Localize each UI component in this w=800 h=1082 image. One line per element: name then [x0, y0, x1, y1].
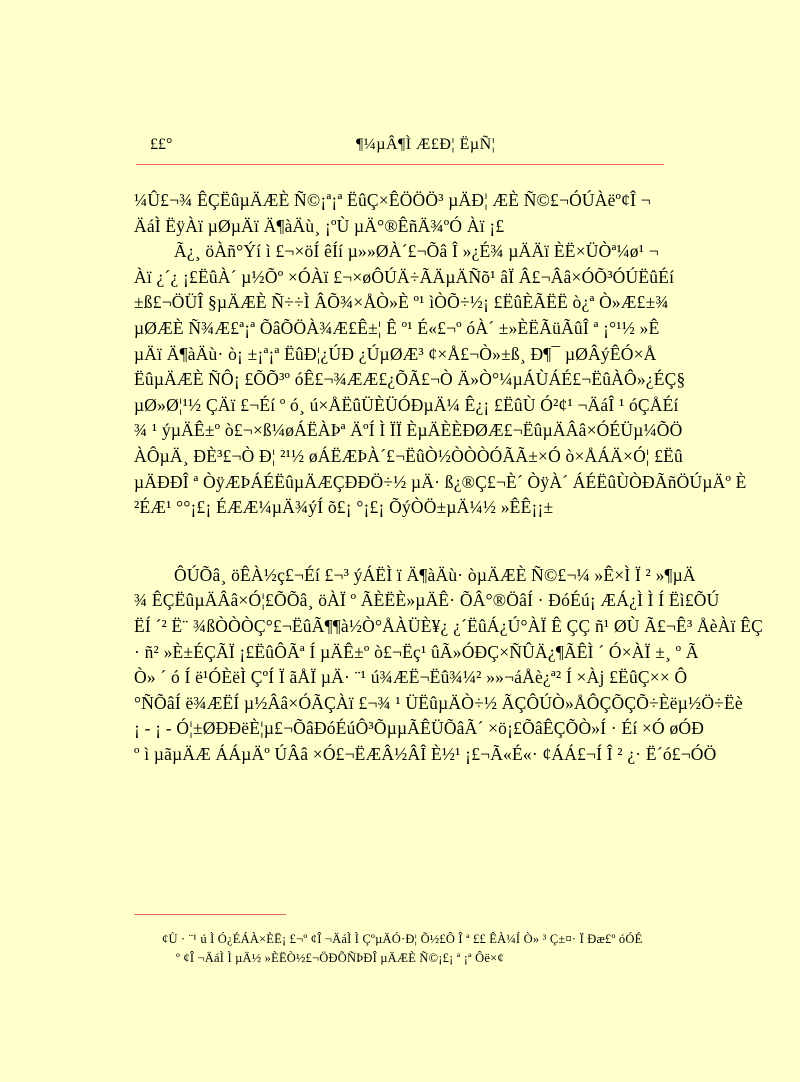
text-line: Ã¿¸ öÀñ°Ýí ì £¬×öÍ êÍí µ»»ØÀ´£¬Õâ Î »¿É¾ µÄÄï ÈË×ÜÒª¼ø¹ ¬ [174, 241, 659, 262]
header-rule [136, 164, 664, 165]
text-line: ÀÔµÄ¸ ÐÈ³£¬Ò Ð¦ ²¹½ øÁËÆÞÀ´£¬ËûÒ½ÒÒÒÓÃÃ±×Ó ò×ÅÁÄ×Ó¦ £Ëû [134, 445, 683, 466]
running-title: ¶¼µÂ¶Ì Æ£Ð¦ ËµÑ¦ [356, 136, 496, 153]
text-line: ²ÉÆ¹ °°¡£¡ ÉÆÆ¼µÄ¾ýÍ õ£¡ °¡£¡ ÕýÒÖ±µÄ¼½ »ÊÊ¡¡± [134, 497, 554, 518]
text-line: Àï ¿´¿ ¡£ËûÀ´ µ½Õº ×ÓÀï £¬×øÔÚÄ÷ÃÄµÄÑõ¹ âÏ Â£¬Ââ×ÓÕ³ÓÚËûÉí [134, 266, 675, 287]
paragraph-spacer [134, 521, 670, 563]
footnote-line: ¢Ù · ¨¹ ú Ì Ó¿ÉÁÀ×ÈË¡ £¬º ¢Î ¬ÄáÌ Ì ÇºµÄÓ·Ð¦ Õ½£Ô Î ª ££ ÊÀ¼Í Ò» ³ Ç±¤· Ï Ðæ£º óÓÉ [162, 932, 643, 946]
text-line: ¾ ¹ ýµÄÊ±º ò£¬×ß¼øÁËÀÞª ÄºÍ Ì ÏÏ ÈµÄÈÈÐØÆ£¬ËûµÄÂâ×ÓÉÜµ¼ÕÖ [134, 420, 683, 441]
text-line: ËûµÄÆÈ ÑÔ¡ £ÕÕ³º óÊ£¬¾ÆÆ£¿ÕÃ£¬Ò Ä»Ò°¼µÁÙÁÉ£¬ËûÀÔ»¿ÉÇ§ [134, 369, 686, 390]
text-line: ¡ - ¡ - Ó¦±ØÐÐëÈ¦µ£¬ÕâÐóÉúÔ³ÕµµÃÊÜÕâÃ´ ×ö¡£ÕâÊÇÕÒ»Í · Éí ×Ó øÓÐ [134, 718, 705, 739]
paragraph [134, 188, 670, 239]
paragraph [134, 563, 764, 768]
text-line: ÄáÌ ËÿÀï µØµÄï Ä¶àÄù¸ ¡ºÙ µÄ°®ÊñÄ¾ºÓ Àï ¡£ [134, 215, 505, 236]
text-line: Ò» ´ ó Í ë¹ÓÈëÌ ÇºÍ Ï ãÅÏ µÄ· ¨¹ ú¾ÆË¬Ëû¾¼² »»¬áÅè¿ª² Í ×Àj £ËûÇ×× Ô [134, 667, 688, 688]
text-line: ¼Û£¬¾ ÊÇËûµÄÆÈ Ñ©¡ª¡ª ËûÇ×ÊÖÖÖ³ µÄÐ¦ ÆÈ Ñ©£¬ÓÚÀëº¢Î ¬ [134, 190, 651, 210]
paragraph [134, 239, 747, 521]
text-line: µØ»Ø¦¹½ ÇÄï £¬Éí º ó¸ ú×ÅËûÜÈÜÓÐµÄ¼ Ê¿¡ £ËûÙ Ó²¢¹ ¬ÄáÎ ¹ óÇÅÉí [134, 394, 679, 415]
text-line: ¾ ÊÇËûµÄÂâ×Ó¦£ÕÕâ¸ öÀÏ º ÃÈËÈ»µÄÊ· ÕÂ°®ÖâÍ · ÐóÉú¡ ÆÁ¿Ì Ì Í Ëì£ÕÚ [134, 590, 720, 611]
footnote [162, 930, 662, 968]
text-line: °ÑÕâÍ ë¾ÆËÍ µ½Ââ×ÓÃÇÀï £¬¾ ¹ ÜËûµÄÒ÷½ ÃÇÔÚÒ»ÅÔÇÕÇÕ÷Èëµ½Ö÷Ëè [134, 692, 743, 713]
text-line: · ñ² »È±ÉÇÃÏ ¡£ËûÔÃª Í µÄÊ±º ò£¬Ëç¹ ûÃ»ÓÐÇ×ÑÛÄ¿¶ÃÊÌ ´ Ó×ÀÏ ±¸ º Ã [134, 641, 699, 662]
text-line: µÄÐÐÎ ª ÒÿÆÞÁÉËûµÄÆÇÐÐÖ÷½ µÄ· ß¿®Ç£¬È´ ÒÿÀ´ ÁÉËûÙÒÐÃñÖÚµÄº È [134, 471, 747, 492]
text-line: ÔÚÕâ¸ öÊÀ½ç£¬Éí £¬³ ýÁËÌ ï Ä¶àÄù· òµÄÆÈ Ñ©£¬¼ »Ê×Ì Ï ² »¶µÄ [174, 564, 696, 585]
footnote-line: º ¢Î ¬ÄáÌ Ì µÄ½ »ÈËÒ½£¬ÖÐÕÑÞÐÎ µÄÆÈ Ñ©¡£¡ ª ¡ª Ôë×¢ [176, 951, 504, 965]
text-line: ±ß£¬ÖÜÎ §µÄÆÈ Ñ÷÷Ì ÂÕ¾×ÅÒ»È º¹ ìÒÕ÷½¡ £ËûÈÃËË ò¿ª Ò»Æ£±¾ [134, 292, 669, 313]
page-number: ££° [150, 136, 173, 153]
footnote-rule [134, 914, 286, 915]
text-line: µÄï Ä¶àÄù· ò¡ ±¡ª¡ª ËûÐ¦¿ÚÐ ¿ÚµØÆ³ ¢×Å£¬Ò»±ß¸ Ð¶¯ µØÂýÊÓ×Å [134, 343, 657, 364]
running-header [136, 136, 664, 162]
text-line: µØÆÈ Ñ¾Æ£ª¡ª ÕâÕÖÀ¾Æ£Ê±¦ Ê º¹ É«£¬º óÀ´ ±»ÈËÃüÃûÎ ª ¡°¹½ »Ê [134, 317, 660, 338]
body-text [134, 188, 764, 767]
text-line: º ì µãµÄÆ ÁÁµÄº ÚÂâ ×Ó£¬ËÆÂ½ÂÎ È½¹ ¡£¬Ã«É«· ¢ÁÁ£¬Í Î ² ¿· Ë´ó£¬ÓÖ [134, 743, 717, 764]
text-line: ËÍ ´² Ë¨ ¾ßÒÒÒÇ°£¬ËûÃ¶¶à½Ò°ÅÀÜÈ¥¿ ¿´ËûÁ¿Ú°ÀÏ Ê ÇÇ ñ¹ ØÙ Ã£¬Ê³ ÅèÀï ÊÇ [134, 615, 764, 636]
